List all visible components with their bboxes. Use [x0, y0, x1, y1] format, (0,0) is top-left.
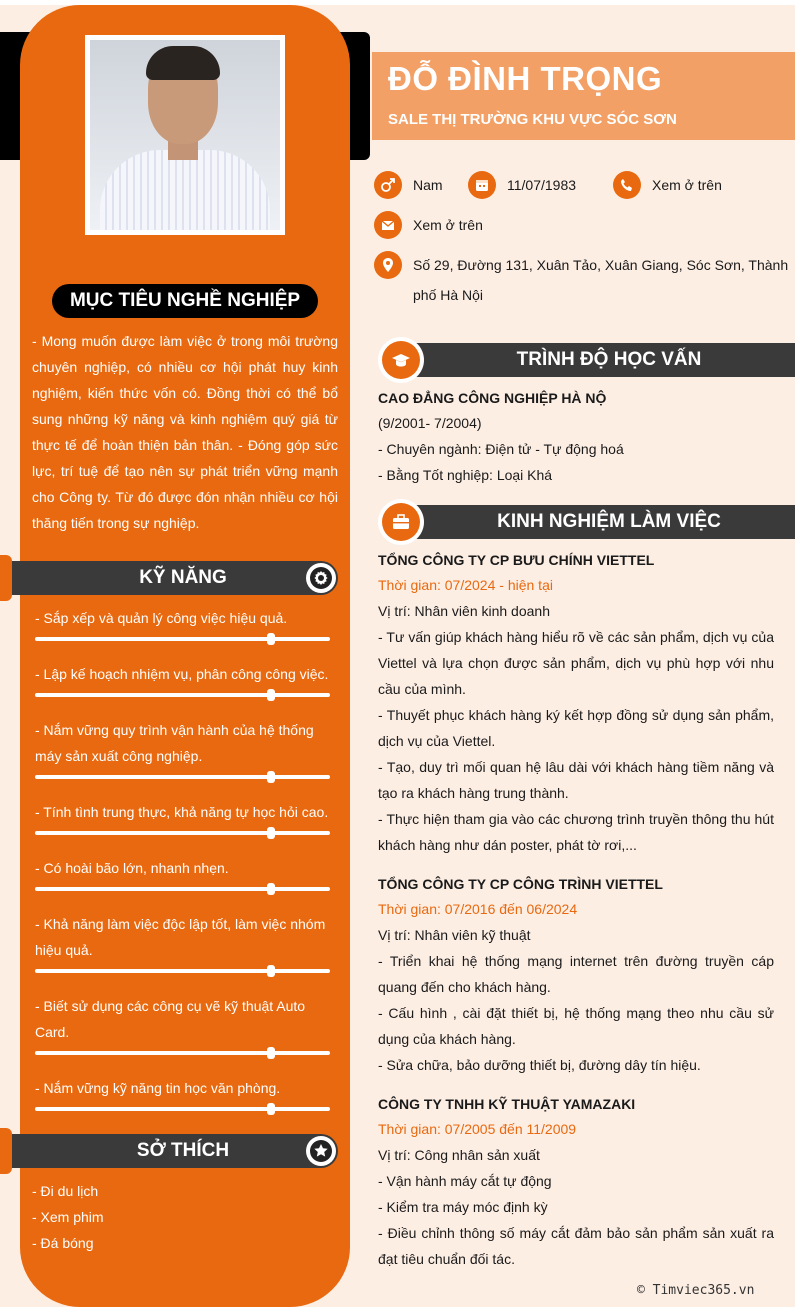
skill-level-bar [35, 693, 330, 697]
skill-item: - Lập kế hoạch nhiệm vụ, phân công công việc. [35, 666, 329, 682]
hobbies-title: SỞ THÍCH [136, 1140, 230, 1161]
star-icon [306, 1136, 336, 1166]
briefcase-icon [382, 503, 420, 541]
gender-icon [374, 171, 402, 199]
job-company: TỔNG CÔNG TY CP CÔNG TRÌNH VIETTEL [378, 876, 663, 892]
hobbies-header [0, 1134, 338, 1168]
skill-level-knob [267, 771, 275, 783]
skill-level-knob [267, 689, 275, 701]
birthdate-value: 11/07/1983 [507, 177, 577, 193]
skill-item: - Biết sử dụng các công cụ vẽ kỹ thuật Auto Card. [35, 998, 306, 1040]
graduation-cap-icon [382, 341, 420, 379]
skill-item: - Khả năng làm việc độc lập tốt, làm việc nhóm hiệu quả. [35, 916, 326, 958]
job-line: - Kiểm tra máy móc định kỳ [378, 1199, 548, 1215]
skill-level-bar [35, 969, 330, 973]
job-position: Vị trí: Nhân viên kỹ thuật [378, 927, 531, 943]
job-line: - Cấu hình , cài đặt thiết bị, hệ thống mạng theo nhu cầu sử dụng của khách hàng. [378, 1005, 774, 1047]
hobby-item: - Đi du lịch [32, 1183, 99, 1199]
objective-text: - Mong muốn được làm việc ở trong môi trường chuyên nghiệp, có nhiều cơ hội phát huy kinh nghiệm, kiến thức vốn có. Đồng thời có thể bổ sung những kỹ năng và kinh nghiệm quý giá từ thực tế để hoàn thiện bản thân. - Đóng góp sức lực, trí tuệ để tạo nên sự phát triển vững mạnh cho Công ty. Từ đó được đón nhận nhiều cơ hội thăng tiến trong sự nghiệp. [32, 333, 338, 531]
education-line: - Bằng Tốt nghiệp: Loại Khá [378, 467, 553, 483]
gear-icon [306, 563, 336, 593]
hobby-item: - Đá bóng [32, 1235, 94, 1251]
gender-value: Nam [413, 177, 443, 193]
job-position: Vị trí: Nhân viên kinh doanh [378, 603, 550, 619]
skills-header [0, 561, 338, 595]
skill-level-knob [267, 827, 275, 839]
job-block [378, 548, 774, 858]
education-period: (9/2001- 7/2004) [378, 415, 482, 431]
skills-list [35, 605, 341, 1131]
education-line: - Chuyên ngành: Điện tử - Tự động hoá [378, 441, 624, 457]
job-position: Vị trí: Công nhân sản xuất [378, 1147, 540, 1163]
job-line: - Triển khai hệ thống mạng internet trên đường truyền cáp quang đến cho khách hàng. [378, 953, 774, 995]
skill-level-knob [267, 1047, 275, 1059]
objective-title: MỤC TIÊU NGHỀ NGHIỆP [52, 284, 318, 318]
skill-level-knob [267, 965, 275, 977]
skill-level-bar [35, 637, 330, 641]
candidate-name: ĐỖ ĐÌNH TRỌNG [388, 60, 663, 97]
address-line2: phố Hà Nội [413, 287, 484, 303]
job-line: - Sửa chữa, bảo dưỡng thiết bị, đường dây tín hiệu. [378, 1057, 701, 1073]
job-block [378, 872, 774, 1078]
education-block [378, 386, 774, 488]
job-time: Thời gian: 07/2005 đến 11/2009 [378, 1121, 577, 1137]
skill-level-bar [35, 775, 330, 779]
calendar-icon [468, 171, 496, 199]
experience-title: KINH NGHIỆM LÀM VIỆC [497, 511, 721, 532]
candidate-role: SALE THỊ TRƯỜNG KHU VỰC SÓC SƠN [388, 111, 677, 128]
watermark-credit[interactable]: © Timviec365.vn [637, 1283, 755, 1298]
job-line: - Thực hiện tham gia vào các chương trình truyền thông thu hút khách hàng như dán poster, phát tờ rơi,... [378, 811, 774, 853]
phone-icon [613, 171, 641, 199]
skill-level-knob [267, 633, 275, 645]
skill-item: - Nắm vững quy trình vận hành của hệ thống máy sản xuất công nghiệp. [35, 722, 314, 764]
experience-header [378, 503, 795, 541]
skill-item: - Có hoài bão lớn, nhanh nhẹn. [35, 860, 229, 876]
skill-level-bar [35, 1107, 330, 1111]
job-time: Thời gian: 07/2016 đến 06/2024 [378, 901, 578, 917]
hobby-item: - Xem phim [32, 1209, 104, 1225]
skills-title: KỸ NĂNG [139, 567, 227, 588]
address-line1: Số 29, Đường 131, Xuân Tảo, Xuân Giang, Sóc Sơn, Thành [413, 257, 789, 273]
job-company: CÔNG TY TNHH KỸ THUẬT YAMAZAKI [378, 1096, 636, 1112]
education-title: TRÌNH ĐỘ HỌC VẤN [516, 349, 702, 370]
job-line: - Tư vấn giúp khách hàng hiểu rõ về các sản phẩm, dịch vụ của Viettel và lựa chọn được sản phẩm, dịch vụ phù hợp với nhu cầu của mình. [378, 629, 774, 697]
skill-level-bar [35, 1051, 330, 1055]
skill-level-bar [35, 887, 330, 891]
job-line: - Tạo, duy trì mối quan hệ lâu dài với khách hàng tiềm năng và tạo ra khách hàng trung thành. [378, 759, 774, 801]
email-icon [374, 211, 402, 239]
job-line: - Vận hành máy cắt tự động [378, 1173, 552, 1189]
job-block [378, 1092, 774, 1272]
job-line: - Thuyết phục khách hàng ký kết hợp đồng sử dụng sản phẩm, dịch vụ của Viettel. [378, 707, 774, 749]
email-value: Xem ở trên [413, 217, 483, 233]
skill-level-bar [35, 831, 330, 835]
skill-item: - Sắp xếp và quản lý công việc hiệu quả. [35, 610, 288, 626]
job-line: - Điều chỉnh thông số máy cắt đảm bảo sản phẩm sản xuất ra đạt tiêu chuẩn đối tác. [378, 1225, 774, 1267]
profile-photo [85, 35, 285, 235]
skill-item: - Tính tình trung thực, khả năng tự học hỏi cao. [35, 804, 329, 820]
skill-level-knob [267, 1103, 275, 1115]
hobbies-list [32, 1178, 104, 1256]
phone-value: Xem ở trên [652, 177, 722, 193]
skill-item: - Nắm vững kỹ năng tin học văn phòng. [35, 1080, 281, 1096]
skill-level-knob [267, 883, 275, 895]
job-time: Thời gian: 07/2024 - hiện tại [378, 577, 553, 593]
school-name: CAO ĐẲNG CÔNG NGHIỆP HÀ NỘ [378, 390, 607, 406]
location-icon [374, 251, 402, 279]
job-company: TỔNG CÔNG TY CP BƯU CHÍNH VIETTEL [378, 552, 655, 568]
education-header [378, 341, 795, 379]
